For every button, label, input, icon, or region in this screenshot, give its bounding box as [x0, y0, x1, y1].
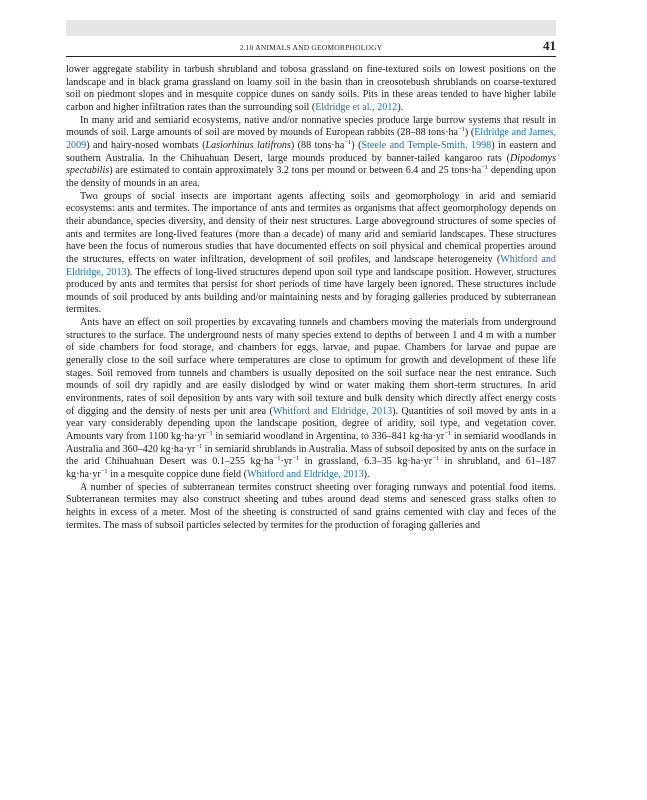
body-text	[66, 64, 556, 532]
paragraph-1: lower aggregate stability in tarbush shrubland and tobosa grassland on fine-textured soils on lowest positions on the landscape and in black grama grassland on loamy soil in the basin than in creosotebush shrublands on coarse-textured soil on piedmont slopes and in mesquite coppice dunes on sandy soils. Pits in these areas tended to have higher labile carbon and higher infiltration rates than the surrounding soil (Eldridge et al., 2012).	[66, 64, 556, 113]
running-head: 2.10 ANIMALS AND GEOMORPHOLOGY	[239, 43, 383, 52]
top-gray-band	[66, 20, 556, 36]
citation-link[interactable]: Eldridge and James, 2009	[66, 127, 556, 151]
paragraph-2: In many arid and semiarid ecosystems, native and/or nonnative species produce large burrow systems that result in mounds of soil. Large amounts of soil are moved by mounds of European rabbits (28–88 $tons\cdot ha^{-1}$) (Eldridge and James, 2009) and hairy-nosed wombats (Lasiorhinus latifrons) (88 $tons\cdot ha^{-1}$) (Steele and Temple-Smith, 1998) in eastern and southern Australia. In the Chihuahuan Desert, large mounds produced by banner-tailed kangaroo rats (Dipodomys spectabilis) are estimated to contain approximately 3.2 tons per mound or between 6.4 and 25 $tons\cdot ha^{-1}$ depending upon the density of mounds in an area.	[66, 114, 557, 189]
citation-link[interactable]: Whitford and Eldridge, 2013	[66, 253, 556, 278]
paragraph-3: Two groups of social insects are important agents affecting soils and geomorphology in arid and semiarid ecosystems: ants and termites. The importance of ants and termites as organisms that affect geomorphology depends on their abundance, species diversity, and density of their nest structures. Large aboveground structures of some species of ants and termites are long-lived features (more than a decade) of many arid and semiarid landscapes. These structures have been the focus of numerous studies that have documented effects on soil physical and chemical properties around the structures, effects on water infiltration, development of soil profiles, and landscape heterogeneity (Whitford and Eldridge, 2013). The effects of long-lived structures depend upon soil type and landscape position. However, structures produced by ants and termites that persist for short periods of time have largely been ignored. These structures include mounds of soil produced by ants building and/or maintaining nests and by foraging galleries produced by subterranean termites.	[66, 190, 556, 316]
page-number: 41	[543, 38, 556, 53]
page-header	[66, 38, 556, 57]
citation-link[interactable]: Whitford and Eldridge, 2013	[272, 405, 393, 417]
paragraph-4: Ants have an effect on soil properties by excavating tunnels and chambers moving the materials from underground structures to the surface. The underground nests of many species extend to depths of between 1 and 4 m with a number of side chambers for food storage, and chambers for eggs, larvae, and pupae. Chambers for larvae and pupae are generally close to the soil surface where temperatures are close to optimum for growth and development of these life stages. Soil removed from tunnels and chambers is usually deposited on the soil surface near the nest entrance. Such mounds of soil dry rapidly and are easily dislodged by wind or water making them short-term structures. In arid environments, rates of soil deposition by ants vary with soil texture and bulk density which directly affect energy costs of digging and the density of nests per unit area (Whitford and Eldridge, 2013). Quantities of soil moved by ants in a year vary considerably depending upon the landscape position, degree of aridity, soil type, and vegetation cover. Amounts vary from 1100 $kg\cdot ha\cdot yr^{-1}$ in semiarid woodland in Argentina, to 336–841 $kg\cdot ha\cdot yr^{-1}$ in semiarid woodlands in Australia and 360–420 $kg\cdot ha\cdot yr^{-1}$ in semiarid shrublands in Australia. Mass of subsoil deposited by ants on the surface in the arid Chihuahuan Desert was 0.1–255 $kg\cdot ha^{-1}\cdot yr^{-1}$ in grassland, 6.3–35 $kg\cdot ha\cdot yr^{-1}$ in shrubland, and 61–187 $kg\cdot ha\cdot yr^{-1}$ in a mesquite coppice dune field (Whitford and Eldridge, 2013).	[66, 317, 556, 480]
paragraph-5: A number of species of subterranean termites construct sheeting over foraging runways and potential food items. Subterranean termites may also construct sheeting and tubes around dead stems and senesced grass stalks often to heights in excess of a meter. Most of the sheeting is constructed of sand grains cemented with clay and feces of the termites. The mass of subsoil particles selected by termites for the production of foraging galleries and	[66, 481, 556, 531]
citation-link[interactable]: Whitford and Eldridge, 2013	[247, 469, 364, 480]
citation-link[interactable]: Eldridge et al., 2012	[315, 101, 398, 113]
citation-link[interactable]: Steele and Temple-Smith, 1998	[361, 139, 492, 151]
